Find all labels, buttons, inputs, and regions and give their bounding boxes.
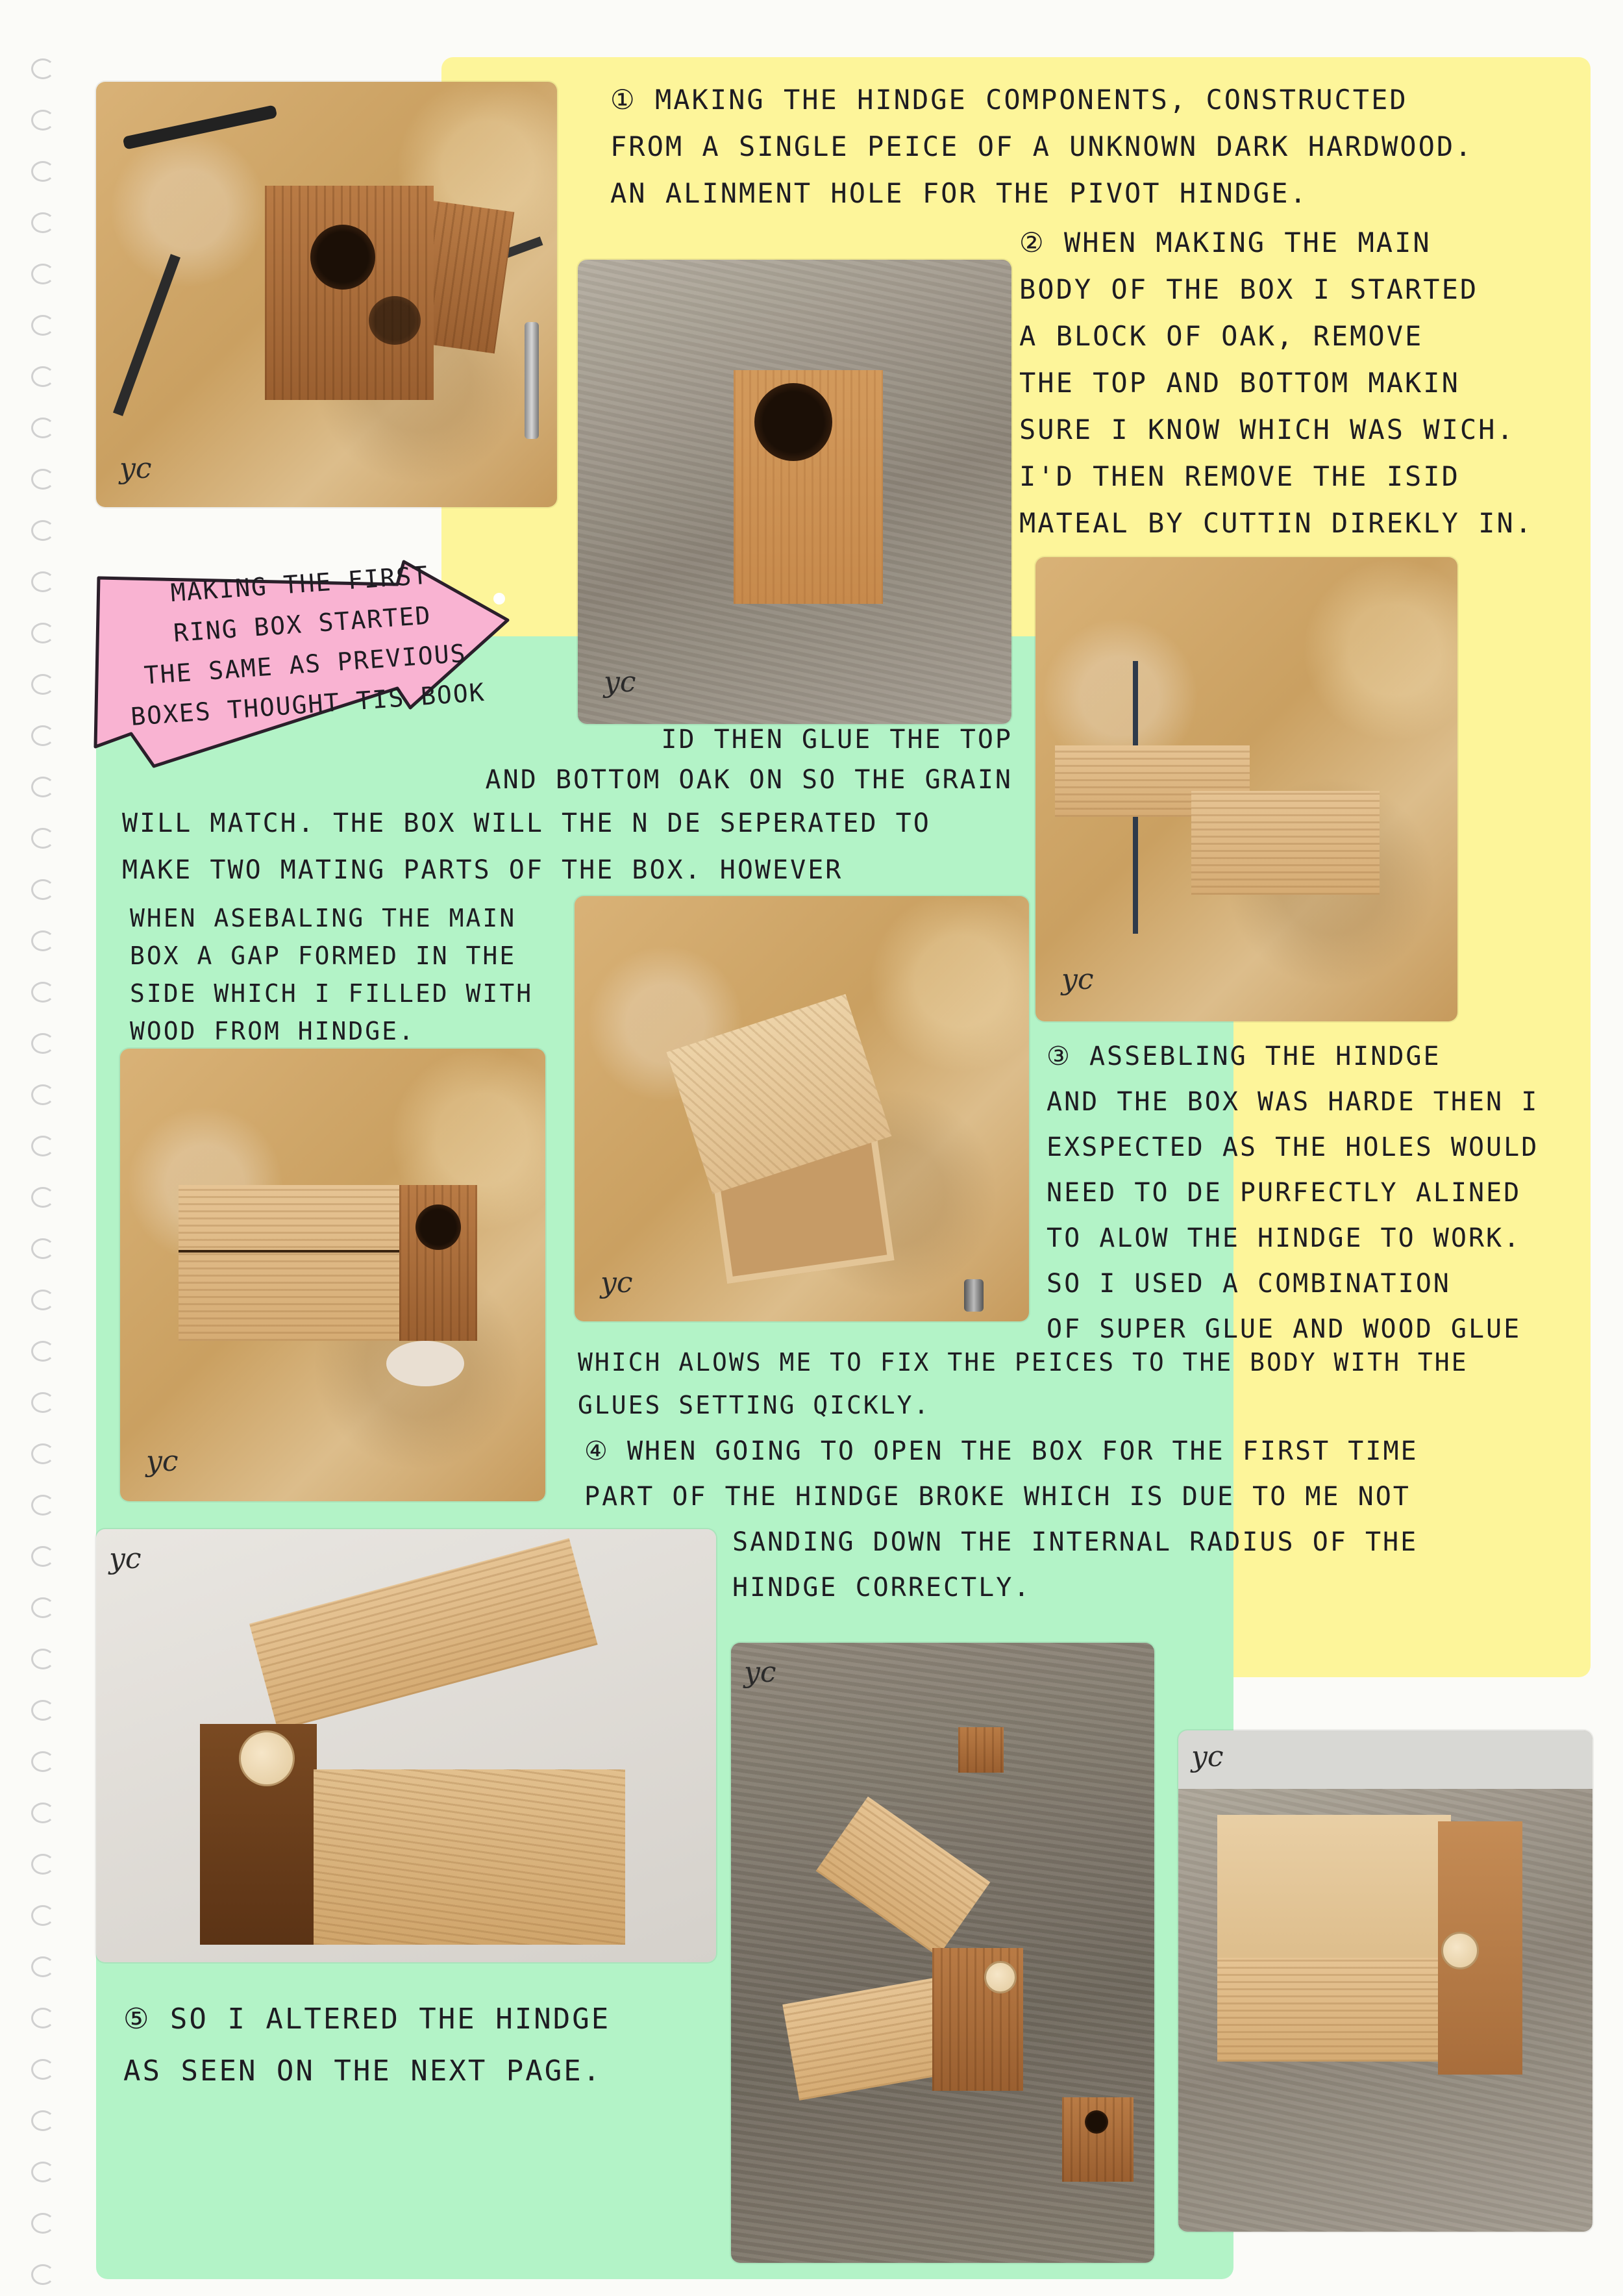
note-3-continued: WHICH ALOWS ME TO FIX THE PEICES TO THE BODY WITH THE GLUES SETTING QICKLY. — [578, 1348, 1468, 1419]
binding-hole — [31, 2008, 55, 2028]
photo-signature: yc — [1061, 963, 1094, 996]
photo-signature: yc — [119, 452, 152, 485]
binding-hole — [31, 1803, 55, 1823]
photo-closed-box — [1178, 1730, 1592, 2232]
note-2-main-body: ② WHEN MAKING THE MAIN BODY OF THE BOX I STARTED A BLOCK OF OAK, REMOVE THE TOP AND BOTTOM MAKIN SURE I KNOW WHICH WAS WICH. I'D THEN REMOVE THE ISID MATEAL BY CUTTIN DIREKLY IN. — [1019, 227, 1534, 539]
photo-lid-open — [96, 1529, 716, 1962]
binding-hole — [31, 58, 55, 79]
binding-hole — [31, 879, 55, 900]
note-4-continued: SANDING DOWN THE INTERNAL RADIUS OF THE HINDGE CORRECTLY. — [732, 1527, 1419, 1603]
binding-hole — [31, 366, 55, 387]
photo-box-halves — [1035, 557, 1457, 1021]
binding-hole — [31, 2162, 55, 2182]
binding-hole — [31, 1187, 55, 1208]
binding-hole — [31, 1854, 55, 1875]
binding-hole — [31, 1238, 55, 1259]
binding-hole — [31, 1649, 55, 1669]
note-glue-main: WILL MATCH. THE BOX WILL THE N DE SEPERATED TO MAKE TWO MATING PARTS OF THE BOX. HOWEVER — [122, 808, 931, 885]
binding-hole — [31, 674, 55, 695]
binding-hole — [31, 2059, 55, 2080]
binding-hole — [31, 1033, 55, 1054]
binding-hole — [31, 418, 55, 438]
binding-hole — [31, 1341, 55, 1362]
photo-oak-block — [578, 260, 1011, 724]
photo-signature: yc — [109, 1542, 142, 1575]
binding-hole — [31, 828, 55, 849]
banner-text: MAKING THE FIRST RING BOX STARTED THE SAME AS PREVIOUS BOXES THOUGHT TIS BOOK — [129, 560, 486, 731]
note-3-assembling: ③ ASSEBLING THE HINDGE AND THE BOX WAS HARDE THEN I EXSPECTED AS THE HOLES WOULD NEED TO DE PURFECTLY ALINED TO ALOW THE HINDGE TO WORK. SO I USED A COMBINATION OF SUPER GLUE AND WOOD GLUE — [1047, 1042, 1539, 1344]
note-1-hinge-components: ① MAKING THE HINDGE COMPONENTS, CONSTRUCTED FROM A SINGLE PEICE OF A UNKNOWN DARK HARDWOOD. AN ALINMENT HOLE FOR THE PIVOT HINDGE. — [610, 84, 1474, 209]
binding-hole — [31, 161, 55, 182]
binding-hole — [31, 1084, 55, 1105]
photo-signature: yc — [1191, 1740, 1224, 1773]
binding-hole — [31, 2110, 55, 2131]
binding-hole — [31, 1546, 55, 1567]
photo-signature: yc — [601, 1266, 633, 1299]
binding-hole — [31, 1495, 55, 1516]
binding-hole — [31, 110, 55, 131]
binding-hole — [31, 1700, 55, 1721]
binding-hole — [31, 1956, 55, 1977]
note-4-first-opening: ④ WHEN GOING TO OPEN THE BOX FOR THE FIRST TIME PART OF THE HINDGE BROKE WHICH IS DUE TO ME NOT — [584, 1436, 1419, 1512]
binding-hole — [31, 1443, 55, 1464]
photo-signature: yc — [604, 666, 636, 699]
binding-hole — [31, 725, 55, 746]
binding-hole — [31, 212, 55, 233]
binding-hole — [31, 1597, 55, 1618]
binding-hole — [31, 571, 55, 592]
binding-hole — [31, 1290, 55, 1310]
binding-hole — [31, 982, 55, 1003]
binding-hole — [31, 1392, 55, 1413]
binding-hole — [31, 2213, 55, 2234]
binding-hole — [31, 315, 55, 336]
binding-hole — [31, 520, 55, 541]
binding-hole — [31, 1751, 55, 1772]
note-5-altered-hinge: ⑤ SO I ALTERED THE HINDGE AS SEEN ON THE NEXT PAGE. — [123, 2003, 611, 2088]
binding-hole — [31, 777, 55, 797]
note-gap: WHEN ASEBALING THE MAIN BOX A GAP FORMED IN THE SIDE WHICH I FILLED WITH WOOD FROM HINDGE. — [130, 904, 534, 1045]
binding-hole — [31, 1905, 55, 1926]
photo-hinge-components — [96, 82, 557, 507]
binding-hole — [31, 264, 55, 284]
binding-hole — [31, 623, 55, 643]
binding-hole — [31, 930, 55, 951]
binding-hole — [31, 469, 55, 490]
photo-open-box — [575, 896, 1029, 1321]
note-glue-top: ID THEN GLUE THE TOP AND BOTTOM OAK ON SO THE GRAIN — [485, 725, 1013, 795]
photo-signature: yc — [146, 1445, 179, 1478]
binding-hole — [31, 1136, 55, 1156]
photo-broken-hinge — [731, 1643, 1154, 2263]
binding-hole — [31, 2264, 55, 2285]
photo-gap-filled — [120, 1049, 545, 1501]
photo-signature: yc — [744, 1656, 776, 1689]
